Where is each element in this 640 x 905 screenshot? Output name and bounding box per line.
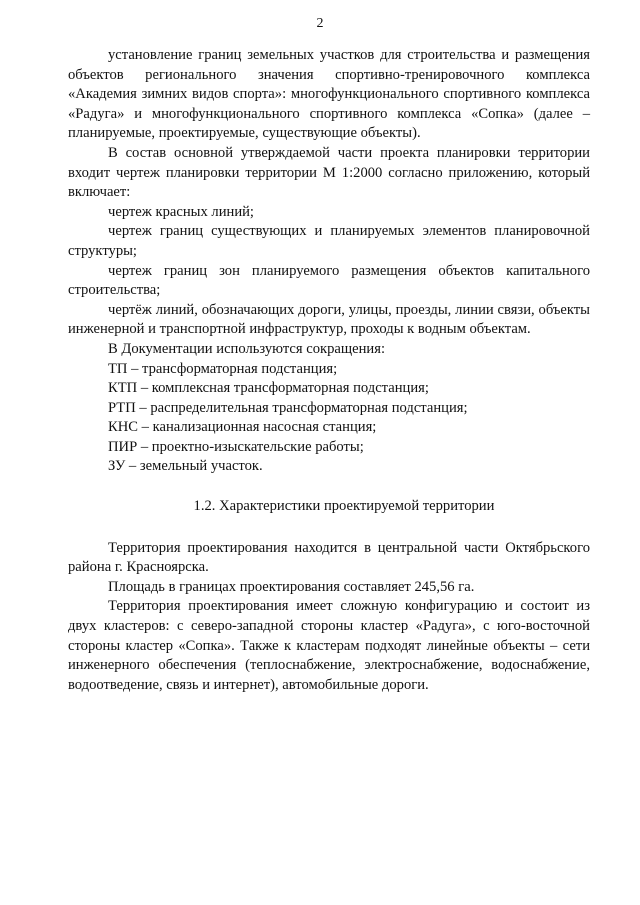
paragraph-abbreviations-intro: В Документации используются сокращения:: [108, 340, 385, 357]
list-item-red-lines: чертеж красных линий;: [108, 203, 254, 220]
section-heading: 1.2. Характеристики проектируемой территории: [193, 498, 495, 515]
list-item-construction-zones: чертеж границ зон планируемого размещения объектов капитального строительства;: [68, 262, 590, 299]
list-item-roads-lines: чертёж линий, обозначающих дороги, улицы, проезды, линии связи, объекты инженерной и транспортной инфраструктур, проходы к водным объектам.: [68, 301, 590, 338]
paragraph-scope: установление границ земельных участков для строительства и размещения объектов регионального значения спортивно-тренировочного комплекса «Академия зимних видов спорта»: многофункционального спортивного комплекса «Радуга» и многофункционального спортивного комплекса «Сопка» (далее – планируемые, проектируемые, существующие объекты).: [68, 47, 590, 142]
list-item-structure-borders: чертеж границ существующих и планируемых элементов планировочной структуры;: [68, 223, 590, 259]
abbreviation-tp: ТП – трансформаторная подстанция;: [108, 360, 338, 377]
abbreviation-rtp: РТП – распределительная трансформаторная подстанция;: [108, 399, 468, 416]
paragraph-composition: В состав основной утверждаемой части проекта планировки территории входит чертеж планировки территории М 1:2000 согласно приложению, который включает:: [68, 144, 590, 201]
paragraph-territory-area: Площадь в границах проектирования составляет 245,56 га.: [108, 578, 475, 595]
abbreviation-pir: ПИР – проектно-изыскательские работы;: [108, 438, 364, 455]
abbreviation-zu: ЗУ – земельный участок.: [108, 458, 263, 475]
paragraph-territory-configuration: Территория проектирования имеет сложную конфигурацию и состоит из двух кластеров: с северо-западной стороны кластер «Радуга», с юго-восточной стороны кластер «Сопка». Также к кластерам подходят линейные объекты – сети инженерного обеспечения (теплоснабжение, электроснабжение, водоснабжение, водоотведение, связь и интернет), автомобильные дороги.: [68, 598, 590, 693]
paragraph-territory-location: Территория проектирования находится в центральной части Октябрьского района г. Красноярска.: [68, 539, 590, 576]
body-text: [68, 46, 590, 695]
abbreviation-kns: КНС – канализационная насосная станция;: [108, 419, 377, 436]
abbreviation-ktp: КТП – комплексная трансформаторная подстанция;: [108, 380, 429, 397]
page-number: 2: [316, 16, 324, 31]
